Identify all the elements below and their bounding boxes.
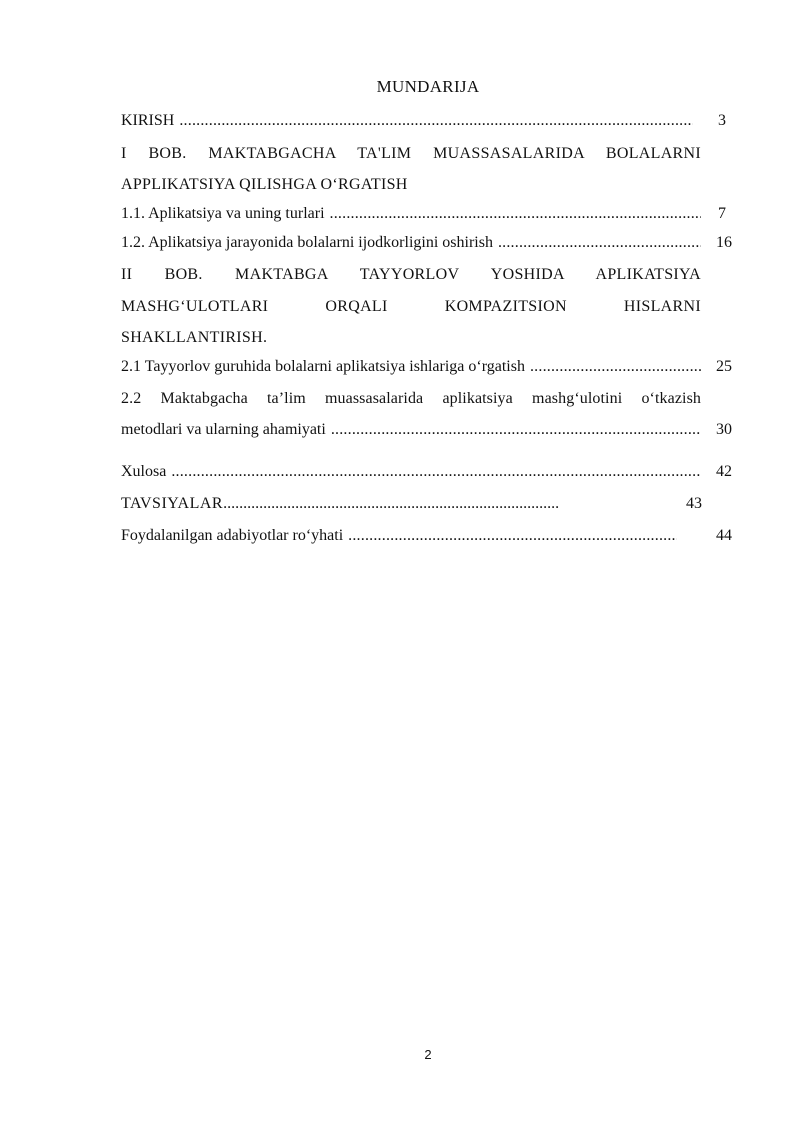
toc-entry-label: metodlari va ularning ahamiyati (121, 421, 326, 438)
toc-entry-kirish[interactable] (121, 111, 693, 131)
toc-entry-label: 1.1. Aplikatsiya va uning turlari (121, 205, 325, 222)
toc-entry-label: Foydalanilgan adabiyotlar ro‘yhati (121, 527, 344, 544)
toc-entry-2-2[interactable] (121, 420, 701, 440)
toc-page-number: 43 (683, 494, 702, 514)
toc-title: MUNDARIJA (376, 77, 480, 96)
toc-entry-label: TAVSIYALAR (121, 495, 224, 512)
chapter-1-heading-line-1: I BOB. MAKTABGACHA TA'LIM MUASSASALARIDA BOLALARNI (121, 145, 701, 162)
toc-entry-label: 1.2. Aplikatsiya jarayonida bolalarni ijodkorligini oshirish (121, 234, 493, 251)
toc-page-number: 30 (716, 421, 732, 438)
toc-page-number: 7 (718, 205, 726, 222)
toc-page-number: 25 (716, 358, 732, 375)
toc-entry-xulosa[interactable] (121, 462, 701, 482)
chapter-2-heading-line-3: SHAKLLANTIRISH. (121, 329, 268, 346)
toc-leader-dots: .................................................................................... (223, 495, 560, 512)
toc-entry-1-1[interactable] (121, 204, 701, 224)
toc-page-number: 16 (716, 234, 732, 251)
toc-page-number: 3 (718, 112, 726, 129)
toc-entry-label: 2.1 Tayyorlov guruhida bolalarni aplikatsiya ishlariga o‘rgatish (121, 358, 525, 375)
toc-page-number: 42 (716, 463, 732, 480)
chapter-2-heading-line-2: MASHG‘ULOTLARI ORQALI KOMPAZITSION HISLARNI (121, 298, 701, 315)
chapter-2-heading-line-1: II BOB. MAKTABGA TAYYORLOV YOSHIDA APLIKATSIYA (121, 266, 701, 283)
toc-entry-2-1[interactable] (121, 357, 701, 377)
toc-entry-tavsiyalar[interactable] (121, 494, 703, 514)
toc-entry-label: KIRISH (121, 112, 175, 129)
toc-page-number: 44 (716, 527, 732, 544)
footer-page-number: 2 (424, 1047, 432, 1062)
toc-entry-adabiyotlar[interactable] (121, 526, 677, 546)
toc-entry-label: Xulosa (121, 463, 167, 480)
chapter-1-heading-line-2: APPLIKATSIYA QILISHGA O‘RGATISH (121, 176, 408, 193)
toc-entry-1-2[interactable] (121, 233, 701, 253)
toc-entry-2-2-line-1[interactable]: 2.2 Maktabgacha ta’lim muassasalarida aplikatsiya mashg‘ulotini o‘tkazish (121, 390, 701, 407)
